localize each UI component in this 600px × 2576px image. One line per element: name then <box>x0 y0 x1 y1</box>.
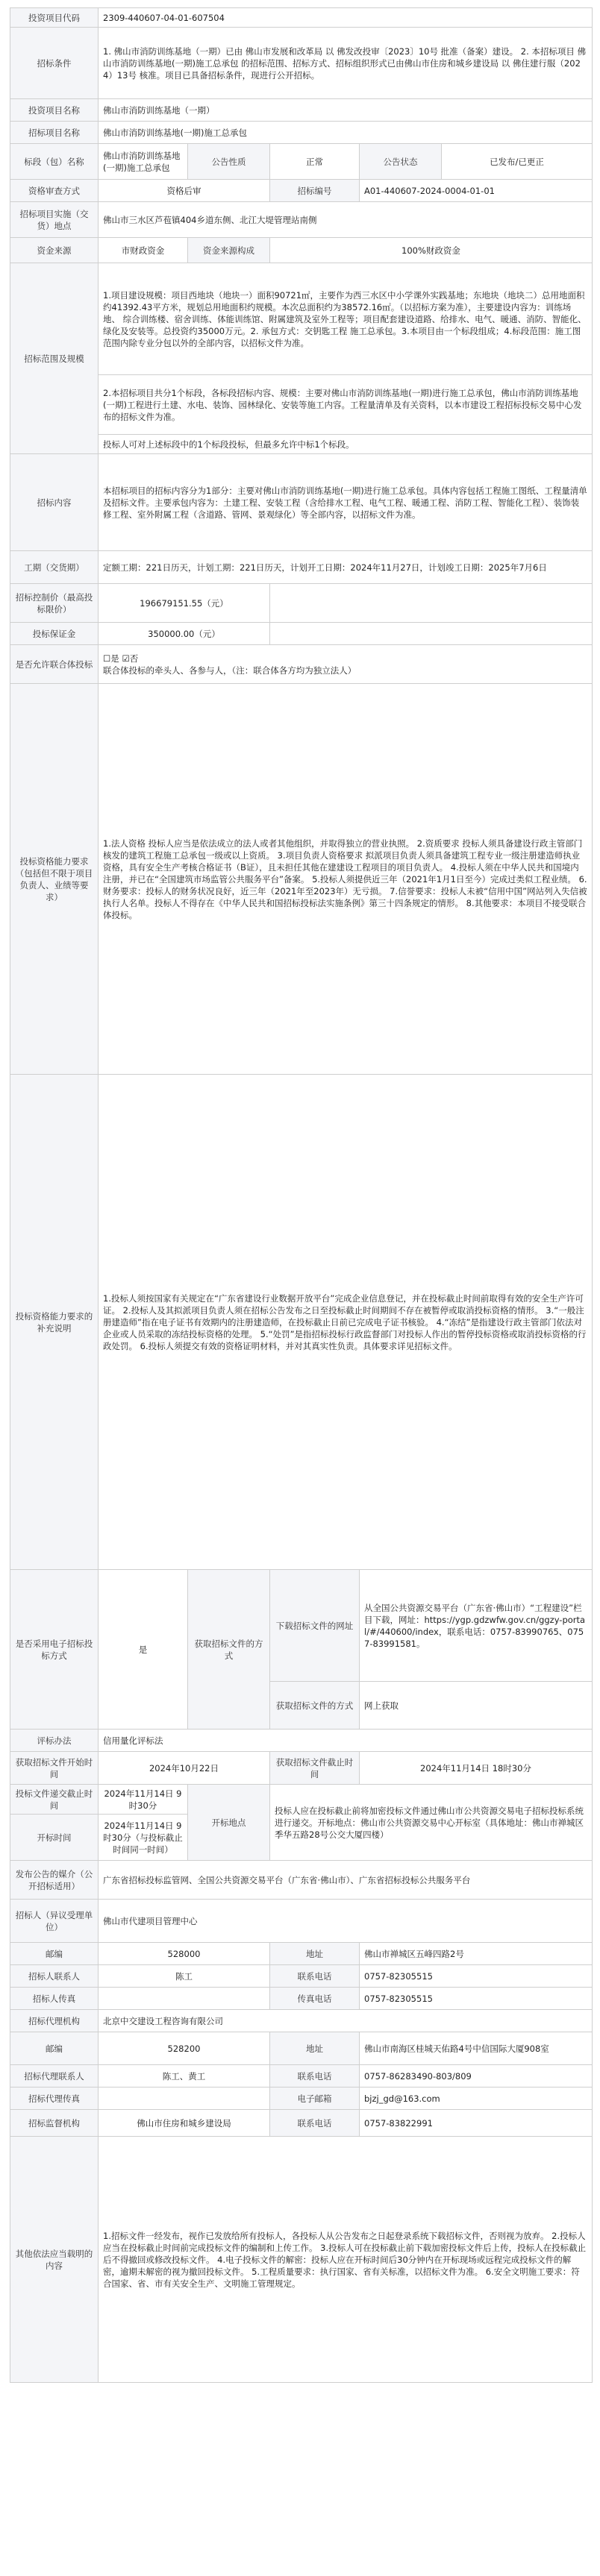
section-label: 标段（包）名称 <box>10 144 99 180</box>
other-value: 1.招标文件一经发布，视作已发放给所有投标人，各投标人从公告发布之日起登录系统下载招标文件，否则视为放弃。 2.投标人应当在投标截止时间前完成投标文件的编制和上传工作。 3.投标人可在投标截止前下载加密投标文件后上传，投标人在投标截止后不得撤回或修改投标文件。 4.电子投标文件的解密：投标人应在开标时间后30分钟内在开标现场或远程完成投标文件的解密，逾期未解密的视为撤回投标文件。 5.工程质量要求：执行国家、省有关标准，以招标文件为准。 6.安全文明施工要求：符合国家、省、市有关安全生产、文明施工管理规定。 <box>99 2137 593 2383</box>
agency-contact-label: 招标代理联系人 <box>10 2065 99 2087</box>
max-price-value: 196679151.55（元） <box>99 584 270 623</box>
row-funding <box>10 238 593 263</box>
agency-contact-value: 陈工、黄工 <box>99 2065 270 2087</box>
tenderer-fax-label: 招标人传真 <box>10 1988 99 2010</box>
bid-bond-value: 350000.00（元） <box>99 623 270 645</box>
agency-fax-label: 招标代理传真 <box>10 2087 99 2110</box>
joint-bid-label: 是否允许联合体投标 <box>10 645 99 684</box>
notice-status-label: 公告状态 <box>360 144 442 180</box>
supervisor-phone-label: 联系电话 <box>270 2110 360 2137</box>
tenderer-contact-value: 陈工 <box>99 1965 270 1988</box>
review-value: 资格后审 <box>99 180 270 202</box>
row-tender-content <box>10 454 593 551</box>
bid-bond-label: 投标保证金 <box>10 623 99 645</box>
deadline-label: 投标文件递交截止时间 <box>10 1785 99 1815</box>
row-evaluation <box>10 1730 593 1752</box>
doc-method-label: 获取招标文件的方式 <box>188 1570 270 1730</box>
project-code-value: 2309-440607-04-01-607504 <box>99 8 593 28</box>
open-time-label: 开标时间 <box>10 1815 99 1861</box>
agency-addr-label: 地址 <box>270 2032 360 2065</box>
agency-post-label: 邮编 <box>10 2032 99 2065</box>
tenderer-fax-value <box>99 1988 270 2010</box>
tender-code-label: 招标编号 <box>270 180 360 202</box>
download-label: 下载招标文件的网址 <box>270 1570 360 1682</box>
evaluation-value: 信用量化评标法 <box>99 1730 593 1752</box>
row-location <box>10 202 593 238</box>
max-price-label: 招标控制价（最高投标限价） <box>10 584 99 623</box>
row-e-bid <box>10 1570 593 1682</box>
row-agency-fax <box>10 2087 593 2110</box>
row-project-name <box>10 99 593 122</box>
row-supervisor <box>10 2110 593 2137</box>
notice-type-label: 公告性质 <box>188 144 270 180</box>
tender-code-value: A01-440607-2024-0004-01-01 <box>360 180 593 202</box>
agency-post-value: 528200 <box>99 2032 270 2065</box>
agency-label: 招标代理机构 <box>10 2010 99 2032</box>
open-place-value: 投标人应在投标截止前将加密投标文件通过佛山市公共资源交易电子招标投标系统进行递交。开标地点：佛山市公共资源交易中心开标室（具体地址：佛山市禅城区季华五路28号公交大厦四楼） <box>270 1785 593 1861</box>
row-doc-time <box>10 1752 593 1785</box>
notice-status-value: 已发布/已更正 <box>442 144 593 180</box>
e-bid-label: 是否采用电子招标投标方式 <box>10 1570 99 1730</box>
row-tenderer-contact <box>10 1965 593 1988</box>
row-tender-conditions <box>10 28 593 99</box>
agency-value: 北京中交建设工程咨询有限公司 <box>99 2010 593 2032</box>
funding-value: 市财政资金 <box>99 238 188 263</box>
tender-project-name-label: 招标项目名称 <box>10 122 99 144</box>
tenderer-phone-label: 联系电话 <box>270 1965 360 1988</box>
e-bid-value: 是 <box>99 1570 188 1730</box>
tender-project-name-value: 佛山市消防训练基地(一期)施工总承包 <box>99 122 593 144</box>
row-max-price <box>10 584 593 623</box>
open-place-label: 开标地点 <box>188 1785 270 1861</box>
media-label: 发布公告的媒介（公开招标适用） <box>10 1861 99 1900</box>
download-value[interactable]: 从全国公共资源交易平台（广东省·佛山市）“工程建设”栏目下载，网址：https://ygp.gdzwfw.gov.cn/ggzy-portal/#/440600/index，联系电话：0757-83990765、0757-83991581。 <box>360 1570 593 1682</box>
agency-email-label: 电子邮箱 <box>270 2087 360 2110</box>
section-value: 佛山市消防训练基地(一期)施工总承包 <box>99 144 188 180</box>
row-qualification <box>10 684 593 1075</box>
row-agency <box>10 2010 593 2032</box>
tenderer-addr-label: 地址 <box>270 1943 360 1965</box>
row-bid-bond <box>10 623 593 645</box>
location-label: 招标项目实施（交货）地点 <box>10 202 99 238</box>
additional-value: 1.投标人须按国家有关规定在“广东省建设行业数据开放平台”完成企业信息登记，并在投标截止时间前取得有效的安全生产许可证。 2.投标人及其拟派项目负责人须在招标公告发布之日至投标截止时间期间不存在被暂停或取消投标资格的情形。 3.“一般注册建造师”指在电子证书有效期内的注册建造师，在投标截止日前已完成电子证书核验。 4.“冻结”是指建设行政主管部门依法对企业或人员采取的冻结投标资格的处理。 5.“处罚”是指招标投标行政监督部门对投标人作出的暂停投标资格或取消投标资格的行政处罚。 6.投标人须提交有效的资格证明材料，并对其真实性负责。具体要求详见招标文件。 <box>99 1075 593 1570</box>
tenderer-post-label: 邮编 <box>10 1943 99 1965</box>
row-other <box>10 2137 593 2383</box>
additional-label: 投标资格能力要求的补充说明 <box>10 1075 99 1570</box>
row-tenderer <box>10 1900 593 1943</box>
tenderer-addr-value: 佛山市禅城区五峰四路2号 <box>360 1943 593 1965</box>
tenderer-label: 招标人（异议受理单位） <box>10 1900 99 1943</box>
tenderer-fax-phone-value: 0757-82305515 <box>360 1988 593 2010</box>
doc-end-value: 2024年11月14日 18时30分 <box>360 1752 593 1785</box>
agency-phone-label: 联系电话 <box>270 2065 360 2087</box>
doc-end-label: 获取招标文件截止时间 <box>270 1752 360 1785</box>
location-value: 佛山市三水区芦苞镇404乡道东侧、北江大堤管理站南侧 <box>99 202 593 238</box>
joint-bid-value: ☐是 ☑否 <box>103 653 139 664</box>
tender-notice-table <box>10 7 593 2383</box>
agency-email-value[interactable]: bjzj_gd@163.com <box>360 2087 593 2110</box>
agency-phone-value: 0757-86283490-803/809 <box>360 2065 593 2087</box>
scope-label: 招标范围及规模 <box>10 263 99 454</box>
row-media <box>10 1861 593 1900</box>
evaluation-label: 评标办法 <box>10 1730 99 1752</box>
row-tender-project-name <box>10 122 593 144</box>
supervisor-value: 佛山市住房和城乡建设局 <box>99 2110 270 2137</box>
row-joint-bid <box>10 645 593 684</box>
tenderer-post-value: 528000 <box>99 1943 270 1965</box>
tenderer-contact-label: 招标人联系人 <box>10 1965 99 1988</box>
agency-fax-value <box>99 2087 270 2110</box>
joint-bid-note: 联合体投标的牵头人、各参与人，（注：联合体各方均为独立法人） <box>103 665 357 676</box>
row-additional <box>10 1075 593 1570</box>
doc-start-label: 获取招标文件开始时间 <box>10 1752 99 1785</box>
supervisor-phone-value: 0757-83822991 <box>360 2110 593 2137</box>
doc-start-value: 2024年10月22日 <box>99 1752 270 1785</box>
qualification-value: 1.法人资格 投标人应当是依法成立的法人或者其他组织，并取得独立的营业执照。 2.资质要求 投标人须具备建设行政主管部门核发的建筑工程施工总承包一级或以上资质。 3.项目负责人资格要求 拟派项目负责人须具备建筑工程专业一级注册建造师执业资格，具有安全生产考核合格证书（B证），且未担任其他在建建设工程项目的项目负责人。 4.投标人须在中华人民共和国境内注册，并已在“全国建筑市场监管公共服务平台”备案。 5.投标人须提供近三年（2021年1月1日至今）完成过类似工程业绩。 6.财务要求：投标人的财务状况良好，近三年（2021年至2023年）无亏损。 7.信誉要求：投标人未被“信用中国”网站列入失信被执行人名单。投标人不得存在《中华人民共和国招标投标法实施条例》第三十四条规定的情形。 8.其他要求：本项目不接受联合体投标。 <box>99 684 593 1075</box>
row-section <box>10 144 593 180</box>
project-name-value: 佛山市消防训练基地（一期） <box>99 99 593 122</box>
funding-ratio-value: 100%财政资金 <box>270 238 593 263</box>
row-tenderer-post <box>10 1943 593 1965</box>
tender-conditions-label: 招标条件 <box>10 28 99 99</box>
deadline-value: 2024年11月14日 9时30分 <box>99 1785 188 1815</box>
tender-conditions-value: 1. 佛山市消防训练基地（一期）已由 佛山市发展和改革局 以 佛发改投审〔2023〕10号 批准（备案）建设。 2. 本招标项目 佛山市消防训练基地(一期)施工总承包 的招标范围、招标方式、招标组织形式已由佛山市住房和城乡建设局 以 佛住建行服（2024）13号 核准。项目已具备招标条件，现进行公开招标。 <box>99 28 593 99</box>
open-time-value: 2024年11月14日 9时30分（与投标截止时间同一时间） <box>99 1815 188 1861</box>
media-value: 广东省招标投标监管网、全国公共资源交易平台（广东省·佛山市）、广东省招标投标公共服务平台 <box>99 1861 593 1900</box>
row-tenderer-fax <box>10 1988 593 2010</box>
tender-content-label: 招标内容 <box>10 454 99 551</box>
tenderer-fax-phone-label: 传真电话 <box>270 1988 360 2010</box>
duration-label: 工期（交货期） <box>10 551 99 584</box>
funding-label: 资金来源 <box>10 238 99 263</box>
single-bid-note: 投标人可对上述标段中的1个标段投标，但最多允许中标1个标段。 <box>99 435 593 454</box>
row-project-code <box>10 8 593 28</box>
tender-content-value: 本招标项目的招标内容分为1部分：主要对佛山市消防训练基地(一期)进行施工总承包。具体内容包括工程施工图纸、工程量清单及招标文件。主要承包内容为：土建工程、安装工程（含给排水工程、电气工程、暖通工程、消防工程、智能化工程）、装饰装修工程、室外附属工程（含道路、管网、景观绿化）等全部内容，以招标文件为准。 <box>99 454 593 551</box>
notice-type-value: 正常 <box>270 144 360 180</box>
row-agency-contact <box>10 2065 593 2087</box>
project-code-label: 投资项目代码 <box>10 8 99 28</box>
tenderer-phone-value: 0757-82305515 <box>360 1965 593 1988</box>
funding-ratio-label: 资金来源构成 <box>188 238 270 263</box>
review-label: 资格审查方式 <box>10 180 99 202</box>
method-value: 网上获取 <box>360 1682 593 1730</box>
scope-value: 1.项目建设规模：项目西地块（地块一）面积90721㎡，主要作为西三水区中小学课外实践基地；东地块（地块二）总用地面积约41392.43平方米，规划总用地面积约规模。本次总面积约为38572.16㎡。（以招标方案为准），主要建设内容为：训练场地、 综合训练楼、宿舍训练、体能训练馆、附属建筑及室外工程等；项目配套建设道路、给排水、电气、暖通、消防、智能化、绿化及安装等。总投资约35000万元。2. 承包方式：交钥匙工程 施工总承包。3.本项目由一个标段组成；4.标段范围：施工图范围内除专业分包以外的全部内容，以招标文件为准。 <box>99 263 593 375</box>
method-label: 获取招标文件的方式 <box>270 1682 360 1730</box>
supervisor-label: 招标监督机构 <box>10 2110 99 2137</box>
sections-note-value: 2.本招标项目共分1个标段，各标段招标内容、规模：主要对佛山市消防训练基地(一期)进行施工总承包，佛山市消防训练基地(一期)工程进行土建、水电、装饰、园林绿化、安装等施工内容。工程量清单及有关资料，以本市建设工程招标投标交易中心发布的招标文件为准。 <box>99 375 593 435</box>
row-duration <box>10 551 593 584</box>
row-agency-post <box>10 2032 593 2065</box>
project-name-label: 投资项目名称 <box>10 99 99 122</box>
row-review <box>10 180 593 202</box>
row-deadline <box>10 1785 593 1815</box>
qualification-label: 投标资格能力要求（包括但不限于项目负责人、业绩等要求） <box>10 684 99 1075</box>
other-label: 其他依法应当载明的内容 <box>10 2137 99 2383</box>
tenderer-value: 佛山市代建项目管理中心 <box>99 1900 593 1943</box>
duration-value: 定额工期：221日历天，计划工期：221日历天，计划开工日期：2024年11月27日，计划竣工日期：2025年7月6日 <box>99 551 593 584</box>
agency-addr-value: 佛山市南海区桂城天佑路4号中信国际大厦908室 <box>360 2032 593 2065</box>
row-scope <box>10 263 593 375</box>
